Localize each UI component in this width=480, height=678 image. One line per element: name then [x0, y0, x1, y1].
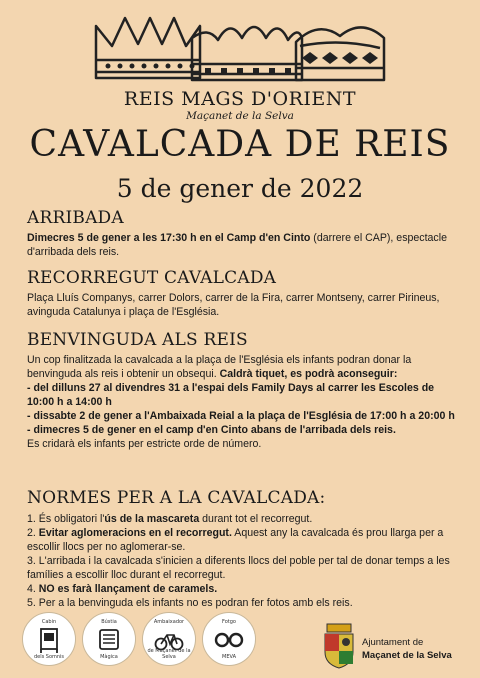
section-benvinguda	[27, 330, 457, 451]
glasses-icon	[214, 626, 244, 654]
section-recorregut	[27, 268, 457, 319]
norma-1: 1. És obligatori l'ús de la mascareta durant tot el recorregut.	[27, 513, 313, 525]
norma-2: 2. Evitar aglomeracions en el recorregut. Aquest any la cavalcada és prou llarga per a escollir llocs per no aglomerar-se.	[27, 527, 444, 553]
page-title: CAVALCADA DE REIS	[29, 124, 451, 165]
section-arribada	[27, 208, 457, 259]
booth-badge	[22, 612, 76, 666]
benvinguda-item-2: - dissabte 2 de gener a l'Ambaixada Reial a la plaça de l'Església de 17:00 h a 20:00 h	[27, 410, 455, 422]
glasses-badge-bottom: MEVA	[222, 654, 236, 660]
booth-badge-top: Cabin	[41, 619, 57, 625]
section-normes	[27, 488, 457, 610]
mailbox-badge-bottom: Màgica	[100, 654, 118, 660]
event-date: 5 de gener de 2022	[116, 174, 364, 203]
arribada-heading: ARRIBADA	[27, 208, 124, 228]
benvinguda-outro: Es cridarà els infants per estricte orde de número.	[27, 438, 262, 450]
norma-4: 4. NO es farà llançament de caramels.	[27, 583, 218, 595]
ajuntament-line-2: Maçanet de la Selva	[362, 650, 452, 661]
coat-of-arms-icon	[322, 622, 356, 670]
recorregut-heading: RECORREGUT CAVALCADA	[27, 268, 277, 288]
ambassador-badge	[142, 612, 196, 666]
ajuntament-label	[362, 636, 452, 662]
normes-heading: NORMES PER A LA CAVALCADA:	[27, 488, 326, 508]
benvinguda-heading: BENVINGUDA ALS REIS	[27, 330, 248, 350]
mailbox-badge-top: Bústia	[101, 619, 117, 625]
arribada-text: Dimecres 5 de gener a les 17:30 h en el Camp d'en Cinto (darrere el CAP), espectacle d'arribada dels reis.	[27, 232, 447, 258]
glasses-badge	[202, 612, 256, 666]
ajuntament-line-1: Ajuntament de	[362, 637, 424, 648]
benvinguda-item-3: - dimecres 5 de gener en el camp d'en Cinto abans de l'arribada dels reis.	[27, 424, 396, 436]
mailbox-badge	[82, 612, 136, 666]
norma-3: 3. L'arribada i la cavalcada s'inicien a diferents llocs del poble per tal de donar temps a les famílies a escollir lloc durant el recorregut.	[27, 555, 450, 581]
ambassador-badge-top: Ambaixador	[153, 619, 185, 625]
ambassador-badge-bottom: de Maçanet de la Selva	[147, 648, 191, 660]
kings-subtitle: REIS MAGS D'ORIENT	[123, 88, 357, 110]
footer	[0, 612, 480, 672]
booth-icon	[34, 626, 64, 654]
mailbox-icon	[94, 626, 124, 654]
booth-badge-bottom: dels Somnis	[33, 654, 65, 660]
recorregut-text: Plaça Lluís Companys, carrer Dolors, carrer de la Fira, carrer Montseny, carrer Pirineus, avinguda Catalunya i plaça de l'Església.	[27, 292, 440, 318]
benvinguda-intro: Un cop finalitzada la cavalcada a la plaça de l'Església els infants podran donar la benvinguda als reis i obtenir un obsequi. Caldrà tiquet, es podrà aconseguir:	[27, 354, 412, 380]
glasses-badge-top: Fotgo	[222, 619, 236, 625]
town-subtitle: Maçanet de la Selva	[186, 110, 294, 122]
benvinguda-item-1: - del dilluns 27 al divendres 31 a l'espai dels Family Days al carrer les Escoles de 10:00 h a 14:00 h	[27, 382, 435, 408]
norma-5: 5. Per a la benvinguda els infants no es podran fer fotos amb els reis.	[27, 597, 353, 609]
crowns-illustration	[0, 8, 480, 90]
